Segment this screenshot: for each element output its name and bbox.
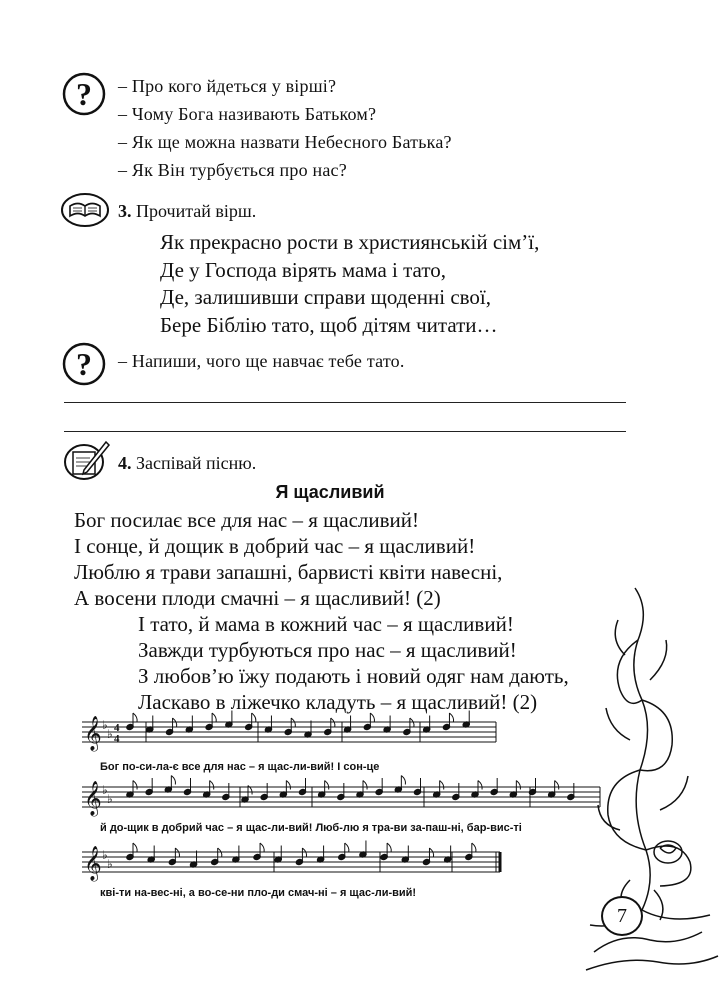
time-signature [114, 722, 120, 745]
treble-clef-icon: 𝄞 [84, 846, 102, 881]
note-flag [133, 781, 137, 790]
music-lyric-line: Бог по-си-ла-є все для нас – я щас-ли-вий! І сон-це [100, 761, 380, 773]
poem-line: Бере Біблію тато, щоб дітям читати… [160, 313, 498, 337]
note-flag [260, 843, 264, 852]
song-chorus-line: Ласкаво в ліжечко кладуть – я щасливий! (2) [138, 690, 538, 714]
note-flag [210, 781, 214, 790]
question-line: – Як Він турбується про нас? [118, 160, 347, 180]
poem-line: Як прекрасно рости в християнській сім’ї, [160, 230, 540, 254]
note-flag [252, 713, 256, 722]
note-flag [133, 843, 137, 852]
song-verse-line: Бог посилає все для нас – я щасливий! [74, 508, 420, 532]
flat-sign-icon: ♭ [107, 727, 113, 741]
song-title: Я щасливий [275, 482, 385, 502]
flat-sign-icon: ♭ [107, 857, 113, 871]
note-flag [449, 713, 453, 722]
song-chorus-line: І тато, й мама в кожний час – я щасливий! [138, 612, 514, 636]
question-line: – Чому Бога називають Батьком? [118, 104, 377, 124]
task-number: 4. [118, 453, 132, 473]
note-flag [212, 713, 216, 722]
poem-line: Де у Господа вірять мама і тато, [160, 258, 446, 282]
music-lyric-line: кві-ти на-вес-ні, а во-се-ни пло-ди смач-ні – я щас-ли-вий! [100, 887, 417, 899]
svg-text:?: ? [76, 346, 92, 382]
page-number: 7 [601, 896, 643, 936]
task-instruction: Заспівай пісню. [136, 453, 257, 473]
poem-line: Де, залишивши справи щоденні свої, [160, 285, 491, 309]
note-flag [478, 781, 482, 790]
note-flag [401, 776, 405, 785]
flat-sign-icon: ♭ [102, 783, 108, 797]
note-flag [440, 781, 444, 790]
song-chorus-line: З любов’ю їжу подають і новий одяг нам дають, [138, 664, 569, 688]
song-verse-line: А восени плоди смачні – я щасливий! (2) [74, 586, 441, 610]
song-verse-line: І сонце, й дощик в добрий час – я щасливий! [74, 534, 476, 558]
music-lyric-line: й до-щик в добрий час – я щас-ли-вий! Люб-лю я тра-ви за-паш-ні, бар-вис-ті [100, 822, 522, 834]
note-flag [516, 781, 520, 790]
note-flag [555, 781, 559, 790]
treble-clef-icon: 𝄞 [84, 716, 102, 751]
treble-clef-icon: 𝄞 [84, 781, 102, 816]
note-flag [286, 781, 290, 790]
flat-sign-icon: ♭ [107, 792, 113, 806]
note-flag [133, 713, 137, 722]
note-flag [387, 843, 391, 852]
time-signature-top: 4 [114, 722, 120, 734]
note-flag [363, 781, 367, 790]
task-instruction: Прочитай вірш. [136, 201, 257, 221]
question-line: – Про кого йдеться у вірші? [118, 76, 337, 96]
question-line: – Як ще можна назвати Небесного Батька? [118, 132, 452, 152]
plant-decoration-icon [580, 580, 720, 1000]
note-flag [171, 776, 175, 785]
question-line: – Напиши, чого ще навчає тебе тато. [118, 351, 405, 371]
time-signature-bottom: 4 [114, 733, 120, 745]
song-verse-line: Люблю я трави запашні, барвисті квіти навесні, [74, 560, 503, 584]
task-number: 3. [118, 201, 132, 221]
flat-sign-icon: ♭ [102, 718, 108, 732]
svg-text:?: ? [76, 76, 92, 112]
note-flag [370, 713, 374, 722]
note-flag [325, 781, 329, 790]
note-flag [345, 843, 349, 852]
song-chorus-line: Завжди турбуються про нас – я щасливий! [138, 638, 517, 662]
note-flag [472, 843, 476, 852]
flat-sign-icon: ♭ [102, 848, 108, 862]
